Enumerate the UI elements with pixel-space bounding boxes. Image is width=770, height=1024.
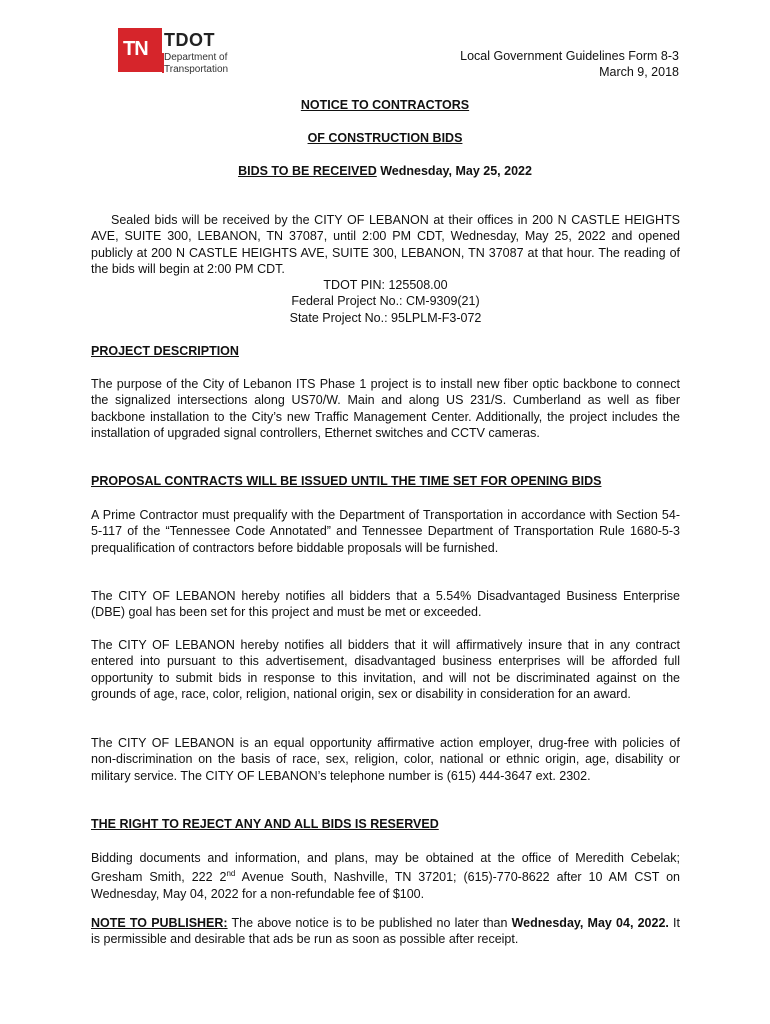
bids-received-label: BIDS TO BE RECEIVED (238, 164, 377, 178)
notice-title: NOTICE TO CONTRACTORS (300, 98, 470, 112)
logo-subtitle-1: Department of (164, 52, 228, 63)
tn-badge-icon: TN (118, 28, 162, 72)
note-label: NOTE TO PUBLISHER: (91, 916, 228, 930)
tdot-logo (118, 28, 248, 78)
bidding-documents-paragraph: Bidding documents and information, and plans, may be obtained at the office of Meredith Cebelak; Gresham Smith, 222 2nd Avenue South, Nashville, TN 37201; (615)-770-8622 after 10 AM CST on Wednesday, May 04, 2022 for a non-refundable fee of $100. (91, 851, 680, 901)
logo-subtitle-2: Transportation (164, 64, 229, 75)
project-ids (91, 277, 680, 326)
publish-deadline: Wednesday, May 04, 2022. (511, 916, 669, 930)
bids-received-line (0, 164, 770, 178)
project-description-heading: PROJECT DESCRIPTION (91, 344, 239, 358)
dbe-paragraph: The CITY OF LEBANON hereby notifies all bidders that a 5.54% Disadvantaged Business Enterprise (DBE) goal has been set for this project and must be met or exceeded. (91, 589, 680, 620)
form-header (460, 48, 679, 80)
tdot-pin: TDOT PIN: 125508.00 (323, 278, 448, 292)
note-to-publisher: NOTE TO PUBLISHER: The above notice is to be published no later than Wednesday, May 04, 2022. It is permissible and desirable that ads be run as soon as possible after receipt. (91, 916, 680, 947)
reject-bids-heading: THE RIGHT TO REJECT ANY AND ALL BIDS IS RESERVED (91, 817, 439, 831)
state-project-no: State Project No.: 95LPLM-F3-072 (289, 310, 482, 325)
equal-opportunity-paragraph: The CITY OF LEBANON is an equal opportunity affirmative action employer, drug-free with policies of non-discrimination on the basis of race, sex, religion, color, national or ethnic origin, age, disability or military service. The CITY OF LEBANON’s telephone number is (615) 444-3647 ext. 2302. (91, 736, 680, 783)
notice-subtitle: OF CONSTRUCTION BIDS (307, 131, 463, 145)
form-id: Local Government Guidelines Form 8-3 (460, 49, 679, 63)
affirmative-paragraph: The CITY OF LEBANON hereby notifies all bidders that it will affirmatively insure that in any contract entered into pursuant to this advertisement, disadvantaged business enterprises will be afforded full opportunity to submit bids in response to this invitation, and will not be discriminated against on the grounds of age, race, color, religion, national origin, sex or disability in consideration for an award. (91, 638, 680, 701)
logo-title: TDOT (164, 30, 215, 50)
prequalify-paragraph: A Prime Contractor must prequalify with the Department of Transportation in accordance with Section 54-5-117 of the “Tennessee Code Annotated” and Tennessee Department of Transportation Rule 1680-5-3 prequalification of contractors before biddable proposals will be furnished. (91, 508, 680, 555)
project-description: The purpose of the City of Lebanon ITS Phase 1 project is to install new fiber optic backbone to connect the signalized intersections along US70/W. Main and along US 231/S. Cumberland as well as fiber backbone installation to the City’s new Traffic Management Center. Additionally, the project includes the installation of upgraded signal controllers, Ethernet switches and CCTV cameras. (91, 377, 680, 440)
intro-paragraph: Sealed bids will be received by the CITY OF LEBANON at their offices in 200 N CASTLE HEIGHTS AVE, SUITE 300, LEBANON, TN 37087, until 2:00 PM CDT, Wednesday, May 25, 2022 and opened publicly at 200 N CASTLE HEIGHTS AVE, SUITE 300, LEBANON, TN 37087 at that hour. The reading of the bids will begin at 2:00 PM CDT. (91, 213, 680, 276)
federal-project-no: Federal Project No.: CM-9309(21) (291, 294, 480, 309)
proposal-heading: PROPOSAL CONTRACTS WILL BE ISSUED UNTIL THE TIME SET FOR OPENING BIDS (91, 474, 602, 488)
bids-received-date: Wednesday, May 25, 2022 (380, 164, 532, 178)
form-date: March 9, 2018 (599, 65, 679, 79)
